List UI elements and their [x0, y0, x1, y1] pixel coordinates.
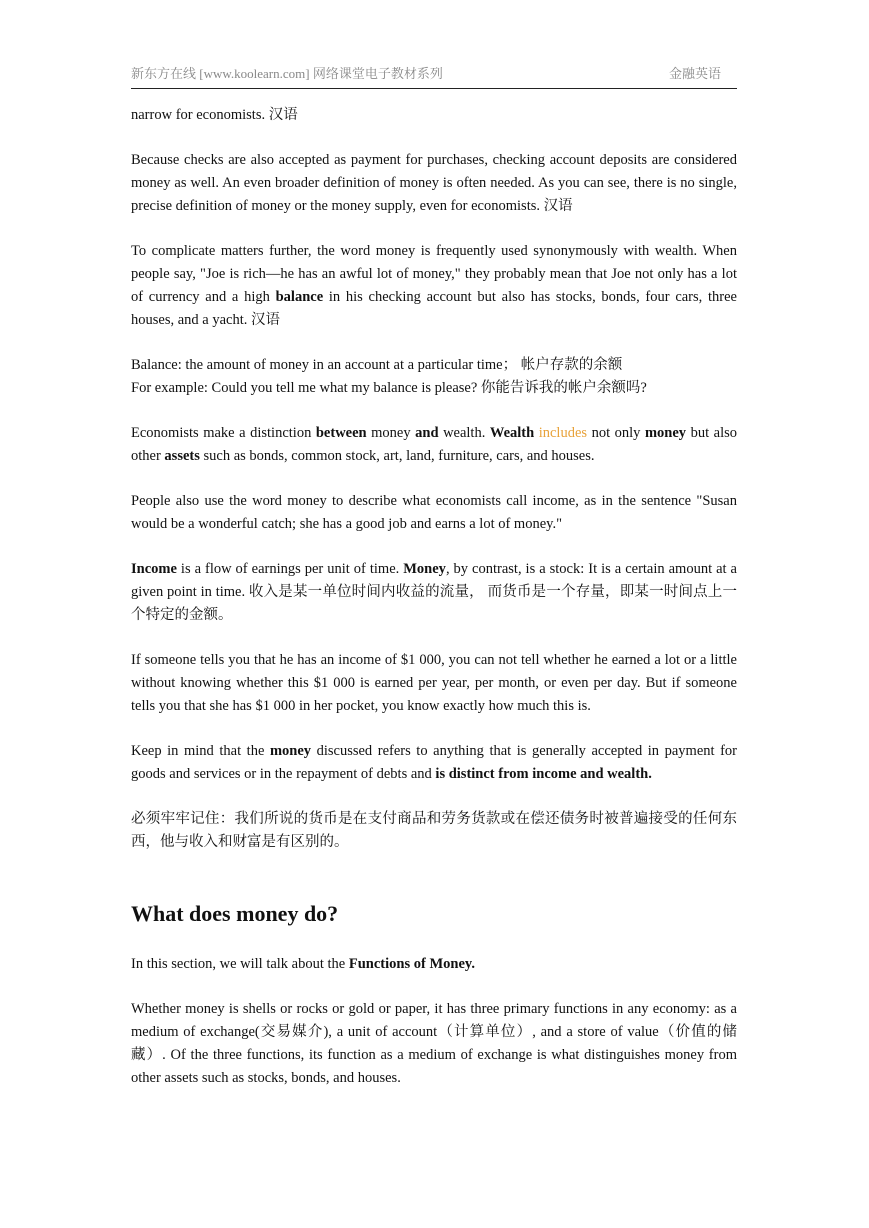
- p7-text-d: , by contrast, is a stock: It is a certain amount at a given point in time. 收入是某一单位时间内收益的流量， 而货币是一个存量，即某一时间点上一个特定的金额。: [131, 561, 737, 623]
- page-header: [131, 60, 737, 89]
- paragraph-9: [131, 740, 737, 786]
- paragraph-10: 必须牢牢记住：我们所说的货币是在支付商品和劳务货款或在偿还债务时被普遍接受的任何东西，他与收入和财富是有区别的。: [131, 811, 737, 850]
- p5-text-c: money: [366, 425, 416, 441]
- p11-text-a: In this section, we will talk about the: [131, 956, 349, 972]
- p5-text-i: not only: [587, 425, 645, 441]
- paragraph-7: [131, 558, 737, 627]
- header-course-title: 金融英语: [668, 66, 721, 81]
- term-wealth: Wealth: [489, 425, 535, 441]
- vocab-example: For example: Could you tell me what my balance is please? 你能告诉我的帐户余额吗?: [131, 380, 647, 396]
- section-heading: What does money do?: [131, 901, 339, 926]
- paragraph-1: narrow for economists. 汉语: [131, 107, 298, 123]
- p9-text-c: discussed refers to anything that is generally accepted in payment for goods and services or in the repayment of debts and: [131, 743, 738, 782]
- paragraph-3-text-end: in his checking account but also has stocks, bonds, four cars, three houses, and a yacht. 汉语: [131, 289, 737, 328]
- p5-text-a: Economists make a distinction: [131, 425, 316, 441]
- paragraph-6: People also use the word money to describe what economists call income, as in the sentence "Susan would be a wonderful catch; she has a good job and earns a lot of money.": [131, 493, 737, 532]
- paragraph-8: If someone tells you that he has an income of $1 000, you can not tell whether he earned a lot or a little without knowing whether this $1 000 is earned per year, per month, or even per day. But if someone tells you that she has $1 000 in her pocket, you know exactly how much this is.: [131, 652, 737, 714]
- paragraph-12: Whether money is shells or rocks or gold or paper, it has three primary functions in any economy: as a medium of exchange(交易媒介), a unit of account（计算单位）, and a store of value（价值的储藏）. Of the three functions, its function as a medium of exchange is what distinguishes money from other assets such as stocks, bonds, and houses.: [131, 1001, 737, 1086]
- term-functions-of-money: Functions of Money.: [348, 956, 475, 972]
- document-body: [131, 104, 737, 1112]
- paragraph-5: [131, 422, 737, 468]
- p5-text-k: but also other: [131, 425, 737, 464]
- term-assets: assets: [164, 448, 200, 464]
- paragraph-3-text: To complicate matters further, the word money is frequently used synonymously with wealth. When people say, "Joe is rich—he has an awful lot of money," they probably mean that Joe not only has a lot of currency and a high: [131, 243, 737, 305]
- term-and: and: [415, 425, 439, 441]
- p7-text-b: is a flow of earnings per unit of time.: [176, 561, 404, 577]
- p9-text-a: Keep in mind that the: [131, 743, 270, 759]
- term-distinct: is distinct from income and wealth.: [435, 766, 652, 782]
- header-series-title: 新东方在线 [www.koolearn.com] 网络课堂电子教材系列: [131, 66, 443, 81]
- paragraph-11: [131, 953, 737, 976]
- term-money-stock: Money: [403, 561, 446, 577]
- p5-text-e: wealth.: [438, 425, 490, 441]
- paragraph-2: Because checks are also accepted as payment for purchases, checking account deposits are considered money as well. An even broader definition of money is often needed. As you can see, there is no single, precise definition of money or the money supply, even for economists. 汉语: [131, 152, 737, 214]
- paragraph-3: [131, 240, 737, 332]
- term-income: Income: [131, 561, 177, 577]
- p5-text-m: such as bonds, common stock, art, land, furniture, cars, and houses.: [199, 448, 595, 464]
- highlight-includes: includes: [538, 425, 588, 441]
- term-money-discussed: money: [269, 743, 312, 759]
- vocab-definition: Balance: the amount of money in an account at a particular time； 帐户存款的余额: [131, 357, 623, 373]
- term-between: between: [315, 425, 367, 441]
- term-money: money: [644, 425, 687, 441]
- term-balance: balance: [275, 289, 324, 305]
